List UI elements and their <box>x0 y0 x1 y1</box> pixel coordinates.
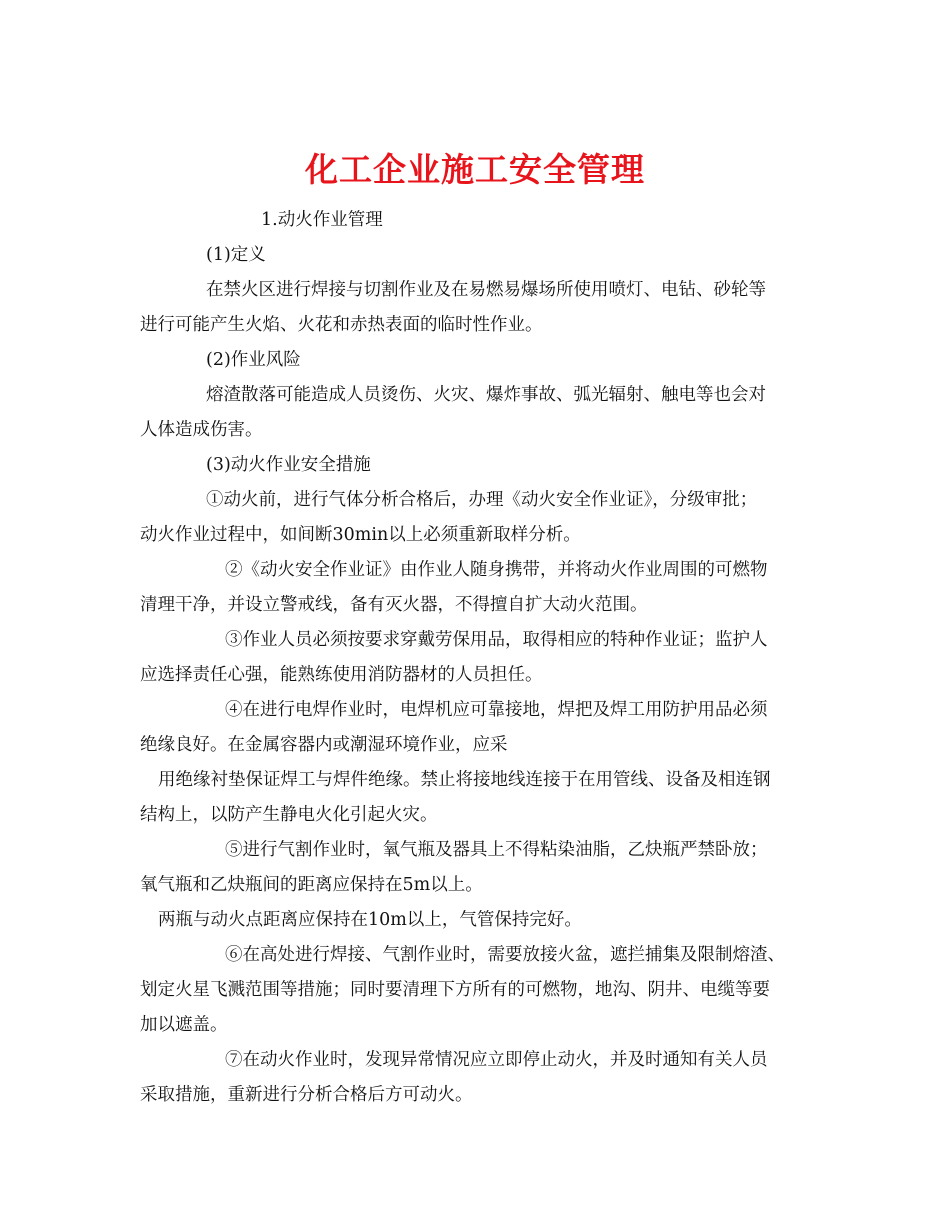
paragraph-line: ①动火前，进行气体分析合格后，办理《动火安全作业证》，分级审批； <box>206 490 758 510</box>
paragraph-line: 采取措施，重新进行分析合格后方可动火。 <box>140 1085 473 1105</box>
paragraph-line: ④在进行电焊作业时，电焊机应可靠接地，焊把及焊工用防护用品必须 <box>225 700 768 720</box>
paragraph-line: 清理干净，并设立警戒线，备有灭火器，不得擅自扩大动火范围。 <box>140 595 648 615</box>
paragraph-line: 加以遮盖。 <box>140 1015 228 1035</box>
paragraph-line: 熔渣散落可能造成人员烫伤、火灾、爆炸事故、弧光辐射、触电等也会对 <box>206 385 766 405</box>
section-heading: 1.动火作业管理 <box>261 210 383 230</box>
subsection-heading: (1)定义 <box>206 245 266 265</box>
paragraph-line: 氧气瓶和乙炔瓶间的距离应保持在5m以上。 <box>140 875 483 895</box>
paragraph-line: 结构上，以防产生静电火化引起火灾。 <box>140 805 438 825</box>
paragraph-line: 动火作业过程中，如间断30min以上必须重新取样分析。 <box>140 525 581 545</box>
document-title: 化工企业施工安全管理 <box>305 150 645 190</box>
paragraph-line: 进行可能产生火焰、火花和赤热表面的临时性作业。 <box>140 315 543 335</box>
paragraph-line: 绝缘良好。在金属容器内或潮湿环境作业，应采 <box>140 735 508 755</box>
paragraph-line: ⑤进行气割作业时，氧气瓶及器具上不得粘染油脂，乙炔瓶严禁卧放； <box>225 840 768 860</box>
paragraph-line: ⑦在动火作业时，发现异常情况应立即停止动火，并及时通知有关人员 <box>225 1050 768 1070</box>
paragraph-line: ②《动火安全作业证》由作业人随身携带，并将动火作业周围的可燃物 <box>225 560 768 580</box>
paragraph-line: 应选择责任心强，能熟练使用消防器材的人员担任。 <box>140 665 543 685</box>
subsection-heading: (2)作业风险 <box>206 350 301 370</box>
paragraph-line: ③作业人员必须按要求穿戴劳保用品，取得相应的特种作业证；监护人 <box>225 630 768 650</box>
subsection-heading: (3)动火作业安全措施 <box>206 455 371 475</box>
paragraph-line: 两瓶与动火点距离应保持在10m以上，气管保持完好。 <box>158 910 582 930</box>
paragraph-line: 划定火星飞溅范围等措施；同时要清理下方所有的可燃物，地沟、阴井、电缆等要 <box>140 980 770 1000</box>
paragraph-line: 用绝缘衬垫保证焊工与焊件绝缘。禁止将接地线连接于在用管线、设备及相连钢 <box>158 770 771 790</box>
paragraph-line: 在禁火区进行焊接与切割作业及在易燃易爆场所使用喷灯、电钻、砂轮等 <box>206 280 766 300</box>
paragraph-line: 人体造成伤害。 <box>140 420 263 440</box>
paragraph-line: ⑥在高处进行焊接、气割作业时，需要放接火盆，遮拦捕集及限制熔渣、 <box>225 945 785 965</box>
